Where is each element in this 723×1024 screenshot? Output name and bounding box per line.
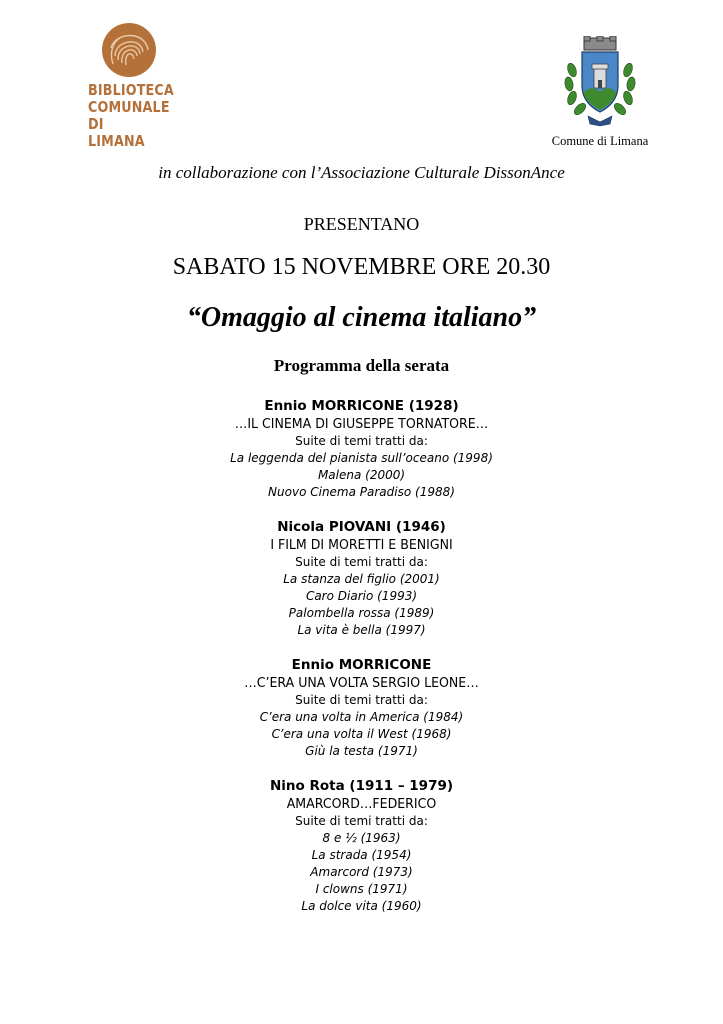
film-title: I clowns (1971) <box>315 882 408 896</box>
programme-list <box>0 397 723 932</box>
film-title: Caro Diario (1993) <box>305 589 418 603</box>
library-logo-line-1: BIBLIOTECA <box>88 81 174 99</box>
composer-name: Nicola PIOVANI (1946) <box>277 519 446 535</box>
composer-name: Nino Rota (1911 – 1979) <box>269 778 454 794</box>
event-title: “Omaggio al cinema italiano” <box>186 302 537 333</box>
suite-label: Suite di temi tratti da: <box>295 434 428 448</box>
programme-block <box>0 777 723 915</box>
block-subtitle: AMARCORD…FEDERICO <box>286 796 437 812</box>
film-title: Amarcord (1973) <box>310 865 413 879</box>
composer-name: Ennio MORRICONE (1928) <box>264 398 459 414</box>
library-logo-line-3: DI LIMANA <box>88 115 145 150</box>
comune-emblem <box>530 36 670 149</box>
film-title: C’era una volta in America (1984) <box>259 710 464 724</box>
block-subtitle: …C’ERA UNA VOLTA SERGIO LEONE… <box>244 675 479 691</box>
film-title: Malena (2000) <box>317 468 406 482</box>
film-title: La leggenda del pianista sull’oceano (1998) <box>230 451 493 465</box>
programme-block <box>0 518 723 639</box>
library-logo <box>84 22 174 150</box>
suite-label: Suite di temi tratti da: <box>295 814 428 828</box>
suite-label: Suite di temi tratti da: <box>295 555 428 569</box>
film-title: La vita è bella (1997) <box>297 623 426 637</box>
programme-heading: Programma della serata <box>273 356 450 375</box>
fingerprint-icon <box>101 22 157 78</box>
film-title: Giù la testa (1971) <box>305 744 418 758</box>
block-subtitle: …IL CINEMA DI GIUSEPPE TORNATORE… <box>234 416 489 432</box>
programme-block <box>0 656 723 760</box>
composer-name: Ennio MORRICONE <box>291 657 432 673</box>
comune-label: Comune di Limana <box>551 134 649 148</box>
film-title: 8 e ½ (1963) <box>322 831 401 845</box>
film-title: Nuovo Cinema Paradiso (1988) <box>268 485 455 499</box>
programme-block <box>0 397 723 501</box>
suite-label: Suite di temi tratti da: <box>295 693 428 707</box>
film-title: La stanza del figlio (2001) <box>283 572 440 586</box>
presentano-heading: PRESENTANO <box>303 214 420 234</box>
coat-of-arms-icon <box>558 36 642 128</box>
collaboration-line: in collaborazione con l’Associazione Culturale DissonAnce <box>158 163 565 182</box>
event-date: SABATO 15 NOVEMBRE ORE 20.30 <box>172 254 551 280</box>
film-title: La strada (1954) <box>311 848 412 862</box>
film-title: C’era una volta il West (1968) <box>271 727 452 741</box>
film-title: Palombella rossa (1989) <box>288 606 435 620</box>
block-subtitle: I FILM DI MORETTI E BENIGNI <box>270 537 453 553</box>
film-title: La dolce vita (1960) <box>301 899 422 913</box>
library-logo-line-2: COMUNALE <box>88 98 170 116</box>
